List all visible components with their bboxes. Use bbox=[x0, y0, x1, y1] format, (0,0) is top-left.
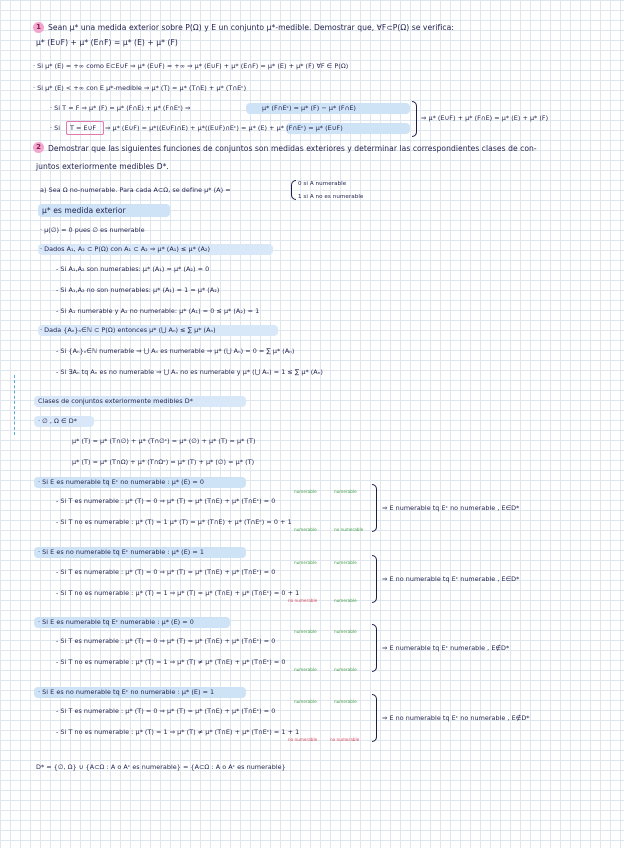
case-3-annotation-numerable-b: numerable bbox=[334, 629, 357, 634]
item-empty-set: · μ(∅) = 0 pues ∅ es numerable bbox=[40, 226, 145, 234]
case-4-t-numerable: - Si T es numerable : μ* (T) = 0 ⇒ μ* (T) = μ* (T∩E) + μ* (T∩Eᶜ) = 0 bbox=[56, 707, 276, 715]
case-4-annotation-no-numerable-b: no numerable bbox=[330, 737, 360, 742]
margin-dashed-line bbox=[14, 375, 15, 435]
subadditivity-case-1: - Si {Aₙ}ₙ∈ℕ numerable ⇒ ⋃ Aₙ es numerable ⇒ μ* (⋃ Aₙ) = 0 = ∑ μ* (Aₙ) bbox=[56, 347, 295, 355]
case-3-annotation-numerable-c: numerable bbox=[294, 667, 317, 672]
case-2-annotation-numerable-c: numerable bbox=[334, 598, 357, 603]
case-1-annotation-no-numerable: no numerable bbox=[334, 527, 364, 532]
exercise-1-statement: Sean μ* una medida exterior sobre P(Ω) y E un conjunto μ*-medible. Demostrar que, ∀F⊂P(Ω) se verifica: bbox=[48, 23, 454, 32]
brace-section1 bbox=[412, 101, 417, 137]
exercise-number-1: 1 bbox=[33, 22, 44, 33]
case-2-annotation-numerable-a: numerable bbox=[294, 560, 317, 565]
case-2-t-no-numerable: - Si T no es numerable : μ* (T) = 1 ⇒ μ* (T) = μ* (T∩E) + μ* (T∩Eᶜ) = 0 + 1 bbox=[56, 589, 300, 597]
subcase-t-equals-f: · Si T = F ⇒ μ* (F) = μ* (F∩E) + μ* (F∩Eᶜ) ⇒ bbox=[50, 104, 191, 112]
subadditivity-case-2: - Si ∃Aₙ tq Aₙ es no numerable ⇒ ⋃ Aₙ no es numerable y μ* (⋃ Aₙ) = 1 ≤ ∑ μ* (Aₙ) bbox=[56, 368, 323, 376]
brace-case-3 bbox=[372, 624, 377, 672]
case-4-t-no-numerable: - Si T no es numerable : μ* (T) = 1 ⇒ μ* (T) ≠ μ* (T∩E) + μ* (T∩Eᶜ) = 1 + 1 bbox=[56, 728, 300, 736]
section1-brace-result: ⇒ μ* (E∪F) + μ* (F∩E) = μ* (E) + μ* (F) bbox=[421, 114, 549, 122]
case-4-annotation-numerable-b: numerable bbox=[334, 699, 357, 704]
case-4-annotation-no-numerable-a: no numerable bbox=[288, 737, 318, 742]
case-1-heading: · Si E es numerable tq Eᶜ no numerable : μ* (E) = 0 bbox=[38, 478, 205, 486]
case-3-t-numerable: - Si T es numerable : μ* (T) = 0 ⇒ μ* (T) = μ* (T∩E) + μ* (T∩Eᶜ) = 0 bbox=[56, 637, 276, 645]
case-2-heading: · Si E es no numerable tq Eᶜ numerable : μ* (E) = 1 bbox=[38, 548, 205, 556]
brace-case-2 bbox=[372, 555, 377, 603]
case-2-t-numerable: - Si T es numerable : μ* (T) = 0 ⇒ μ* (T) = μ* (T∩E) + μ* (T∩Eᶜ) = 0 bbox=[56, 568, 276, 576]
item-monotone: · Dados A₁, A₂ ⊂ P(Ω) con A₁ ⊂ A₂ ⇒ μ* (A₁) ≤ μ* (A₂) bbox=[40, 245, 211, 253]
case-1-t-no-numerable: - Si T no es numerable : μ* (T) = 1 μ* (T) = μ* (T∩E) + μ* (T∩Eᶜ) = 0 + 1 bbox=[56, 518, 292, 526]
part-a-case-brace bbox=[291, 180, 296, 200]
case-4-heading: · Si E es no numerable tq Eᶜ no numerable : μ* (E) = 1 bbox=[38, 688, 215, 696]
brace-case-4 bbox=[372, 694, 377, 742]
monotone-case-2: - Si A₁,A₂ no son numerables: μ* (A₁) = 1 = μ* (A₂) bbox=[56, 286, 220, 294]
case-3-annotation-numerable-d: numerable bbox=[334, 667, 357, 672]
monotone-case-3: - Si A₁ numerable y A₂ no numerable: μ* (A₁) = 0 ≤ μ* (A₂) = 1 bbox=[56, 307, 260, 315]
case-infinite: · Si μ* (E) = +∞ como E⊂E∪F ⇒ μ* (E∪F) = +∞ ⇒ μ* (E∪F) + μ* (E∩F) = μ* (E) + μ* (F) ∀F ∈ P(Ω) bbox=[33, 62, 349, 70]
subcase-t-union-box: T = E∪F bbox=[70, 124, 97, 132]
case-finite: · Si μ* (E) < +∞ con E μ*-medible ⇒ μ* (T) = μ* (T∩E) + μ* (T∩Eᶜ) bbox=[33, 84, 247, 92]
classes-empty-omega: · ∅ , Ω ∈ D* bbox=[38, 417, 77, 425]
subcase-t-union-label: · Si bbox=[50, 124, 61, 132]
exercise-1-formula: μ* (E∪F) + μ* (E∩F) = μ* (E) + μ* (F) bbox=[36, 38, 178, 47]
brace-case-1 bbox=[372, 484, 377, 532]
subcase-t-union: ⇒ μ* (E∪F) = μ*((E∪F)∩E) + μ*((E∪F)∩Eᶜ) = μ* (E) + μ* (F∩Eᶜ) = μ* (E∪F) bbox=[105, 124, 343, 132]
part-a-case-1: 1 si A no es numerable bbox=[298, 194, 364, 200]
part-a-case-0: 0 si A numerable bbox=[298, 181, 347, 187]
item-subadditivity: · Dada {Aₙ}ₙ∈ℕ ⊂ P(Ω) entonces μ* (⋃ Aₙ) ≤ ∑ μ* (Aₙ) bbox=[40, 326, 216, 334]
case-4-annotation-numerable-a: numerable bbox=[294, 699, 317, 704]
subcase-t-equals-f-result: μ* (F∩Eᶜ) = μ* (F) − μ* (F∩E) bbox=[262, 104, 356, 112]
case-3-result: ⇒ E numerable tq Eᶜ numerable , E∉D* bbox=[382, 644, 510, 652]
conclusion-d-star: D* = {∅, Ω} ∪ {A⊂Ω : A o Aᶜ es numerable} = {A⊂Ω : A o Aᶜ es numerable} bbox=[36, 763, 286, 771]
case-3-t-no-numerable: - Si T no es numerable : μ* (T) = 1 ⇒ μ* (T) ≠ μ* (T∩E) + μ* (T∩Eᶜ) = 0 bbox=[56, 658, 286, 666]
equation-empty: μ* (T) = μ* (T∩∅) + μ* (T∩∅ᶜ) = μ* (∅) + μ* (T) = μ* (T) bbox=[72, 437, 256, 445]
case-1-t-numerable: - Si T es numerable : μ* (T) = 0 ⇒ μ* (T) = μ* (T∩E) + μ* (T∩Eᶜ) = 0 bbox=[56, 497, 276, 505]
monotone-case-1: - Si A₁,A₂ son numerables: μ* (A₁) = μ* (A₂) = 0 bbox=[56, 265, 210, 273]
case-3-annotation-numerable-a: numerable bbox=[294, 629, 317, 634]
case-2-annotation-no-numerable: no numerable bbox=[288, 598, 318, 603]
exercise-number-2: 2 bbox=[33, 142, 44, 153]
case-3-heading: · Si E es numerable tq Eᶜ numerable : μ* (E) = 0 bbox=[38, 618, 194, 626]
claim-exterior-measure: μ* es medida exterior bbox=[42, 206, 126, 215]
case-1-annotation-numerable-c: numerable bbox=[294, 527, 317, 532]
case-1-annotation-numerable-a: numerable bbox=[294, 489, 317, 494]
exercise-2-statement-line2: juntos exteriormente medibles D*. bbox=[36, 162, 169, 171]
part-a-definition: a) Sea Ω no-numerable. Para cada A⊂Ω, se define μ* (A) = bbox=[40, 186, 231, 194]
equation-omega: μ* (T) = μ* (T∩Ω) + μ* (T∩Ωᶜ) = μ* (T) + μ* (∅) = μ* (T) bbox=[72, 458, 255, 466]
classes-title: Clases de conjuntos exteriormente medibles D* bbox=[38, 397, 193, 405]
case-4-result: ⇒ E no numerable tq Eᶜ no numerable , E∉D* bbox=[382, 714, 530, 722]
case-2-annotation-numerable-b: numerable bbox=[334, 560, 357, 565]
case-1-result: ⇒ E numerable tq Eᶜ no numerable , E∈D* bbox=[382, 504, 520, 512]
case-1-annotation-numerable-b: numerable bbox=[334, 489, 357, 494]
case-2-result: ⇒ E no numerable tq Eᶜ numerable , E∈D* bbox=[382, 575, 520, 583]
exercise-2-statement-line1: Demostrar que las siguientes funciones de conjuntos son medidas exteriores y determinar las correspondientes clases de con- bbox=[48, 144, 537, 153]
